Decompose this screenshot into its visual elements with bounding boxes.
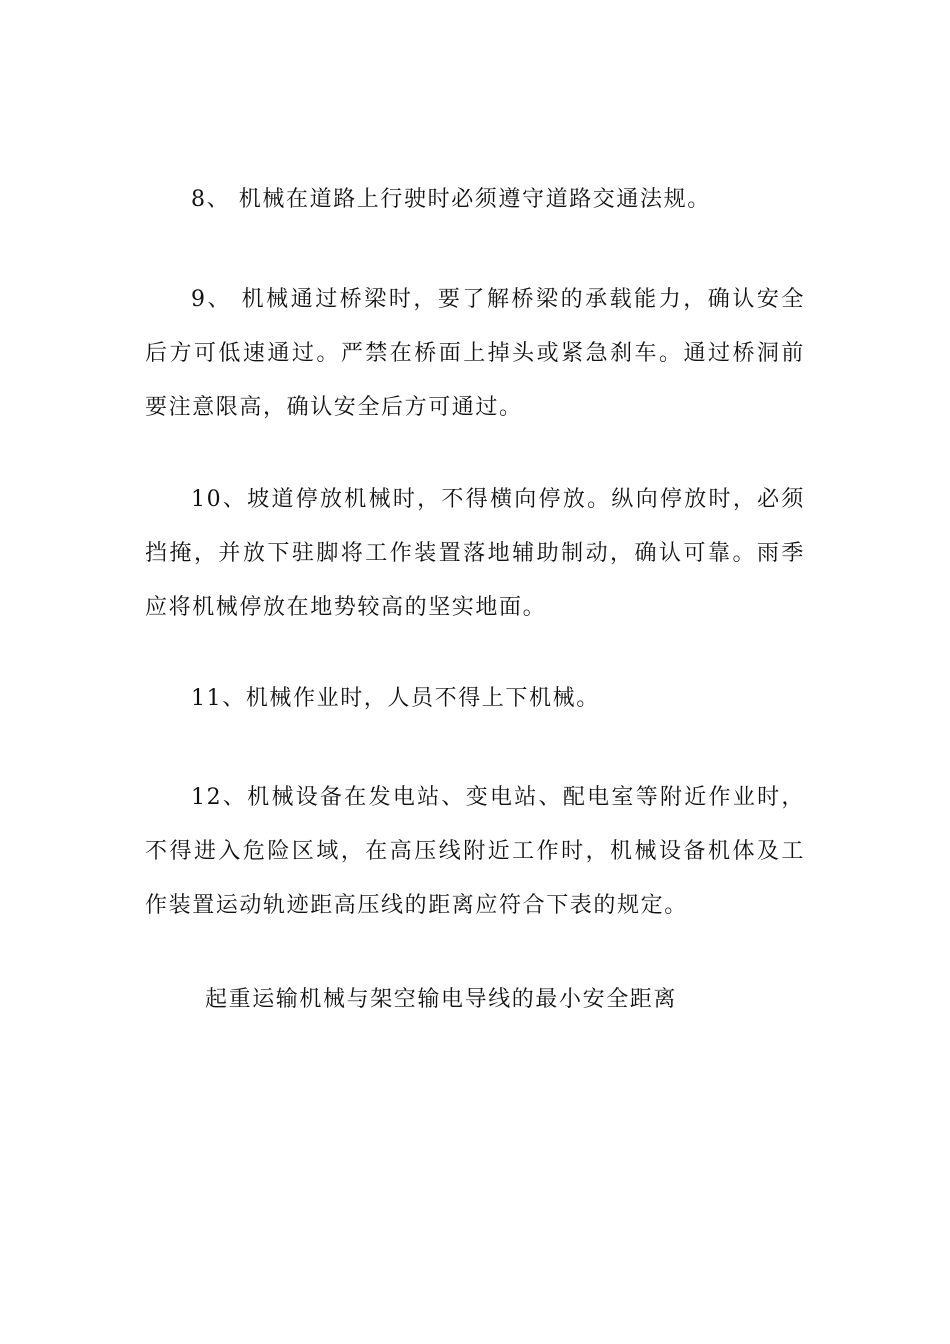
table-title: 起重运输机械与架空输电导线的最小安全距离 bbox=[205, 987, 678, 1012]
paragraph-item-9: 9、 机械通过桥梁时，要了解桥梁的承载能力，确认安全后方可低速通过。严禁在桥面上掉头或紧急刹车。通过桥洞前要注意限高，确认安全后方可通过。 bbox=[145, 287, 805, 420]
paragraph-item-11: 11、机械作业时，人员不得上下机械。 bbox=[191, 686, 600, 711]
paragraph-item-8: 8、 机械在道路上行驶时必须遵守道路交通法规。 bbox=[191, 187, 711, 212]
paragraph-item-10: 10、坡道停放机械时，不得横向停放。纵向停放时，必须挡掩，并放下驻脚将工作装置落地辅助制动，确认可靠。雨季应将机械停放在地势较高的坚实地面。 bbox=[145, 487, 805, 620]
paragraph-item-12: 12、机械设备在发电站、变电站、配电室等附近作业时，不得进入危险区域，在高压线附近工作时，机械设备机体及工作装置运动轨迹距高压线的距离应符合下表的规定。 bbox=[145, 785, 805, 918]
